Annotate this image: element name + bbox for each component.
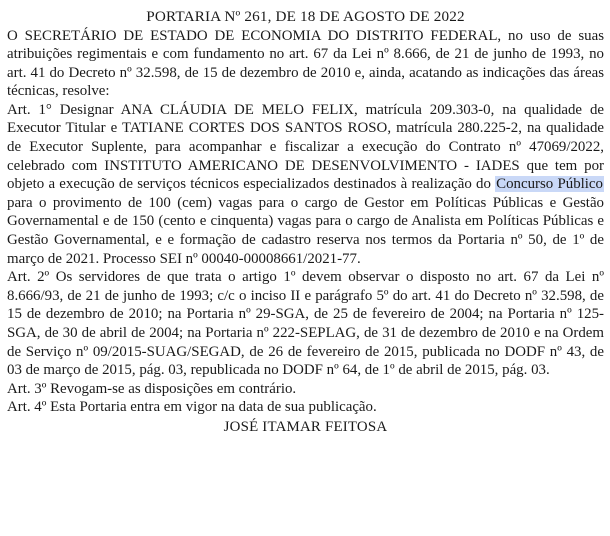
highlighted-search-term: Concurso Público — [496, 176, 603, 193]
article-1-text-start: Art. 1° Designar ANA CLÁUDIA DE MELO FELIX, matrícula 209.303-0, na qualidade de Executor Titular e TATIANE CORTES DOS SANTOS ROSO, matrícula 280.225-2, na qualidade de Executor Suplente, para acompanhar e fiscalizar a execução do Contrato nº 47069/2022, celebrado com INSTITUTO AMERICANO DE DESENVOLVIMENTO - IADES que tem por objeto a execução de serviços técnicos especializados destinados à realização do — [7, 101, 604, 193]
article-4-paragraph: Art. 4º Esta Portaria entra em vigor na data de sua publicação. — [7, 399, 377, 416]
document-title: PORTARIA Nº 261, DE 18 DE AGOSTO DE 2022 — [146, 8, 465, 25]
article-1-text-end: para o provimento de 100 (cem) vagas para o cargo de Gestor em Políticas Públicas e Gestão Governamental e de 150 (cento e cinquenta) vagas para o cargo de Analista em Políticas Públicas e Gestão Governamental, e e formação de cadastro reserva nos termos da Portaria nº 50, de 1º de março de 2021. Processo SEI nº 00040-00008661/2021-77. — [7, 194, 604, 267]
article-3-paragraph: Art. 3º Revogam-se as disposições em contrário. — [7, 380, 297, 397]
article-1-paragraph — [7, 101, 604, 268]
article-2-paragraph: Art. 2º Os servidores de que trata o artigo 1º devem observar o disposto no art. 67 da Lei nº 8.666/93, de 21 de junho de 1993; c/c o inciso II e parágrafo 5º do art. 41 do Decreto nº 32.598, de 15 de dezembro de 2010; na Portaria nº 29-SGA, de 25 de fevereiro de 2004; na Portaria nº 125-SGA, de 30 de abril de 2004; na Portaria nº 222-SEPLAG, de 31 de dezembro de 2010 e na Ordem de Serviço nº 09/2015-SUAG/SEGAD, de 26 de fevereiro de 2015, publicada no DODF nº 43, de 03 de março de 2015, pág. 03, republicada no DODF nº 64, de 1º de abril de 2015, pág. 03. — [7, 269, 604, 379]
preamble-paragraph: O SECRETÁRIO DE ESTADO DE ECONOMIA DO DISTRITO FEDERAL, no uso de suas atribuições regimentais e com fundamento no art. 67 da Lei nº 8.666, de 21 de junho de 1993, no art. 41 do Decreto nº 32.598, de 15 de dezembro de 2010 e, ainda, acatando as indicações das áreas técnicas, resolve: — [7, 27, 604, 100]
signature-name: JOSÉ ITAMAR FEITOSA — [223, 418, 388, 435]
